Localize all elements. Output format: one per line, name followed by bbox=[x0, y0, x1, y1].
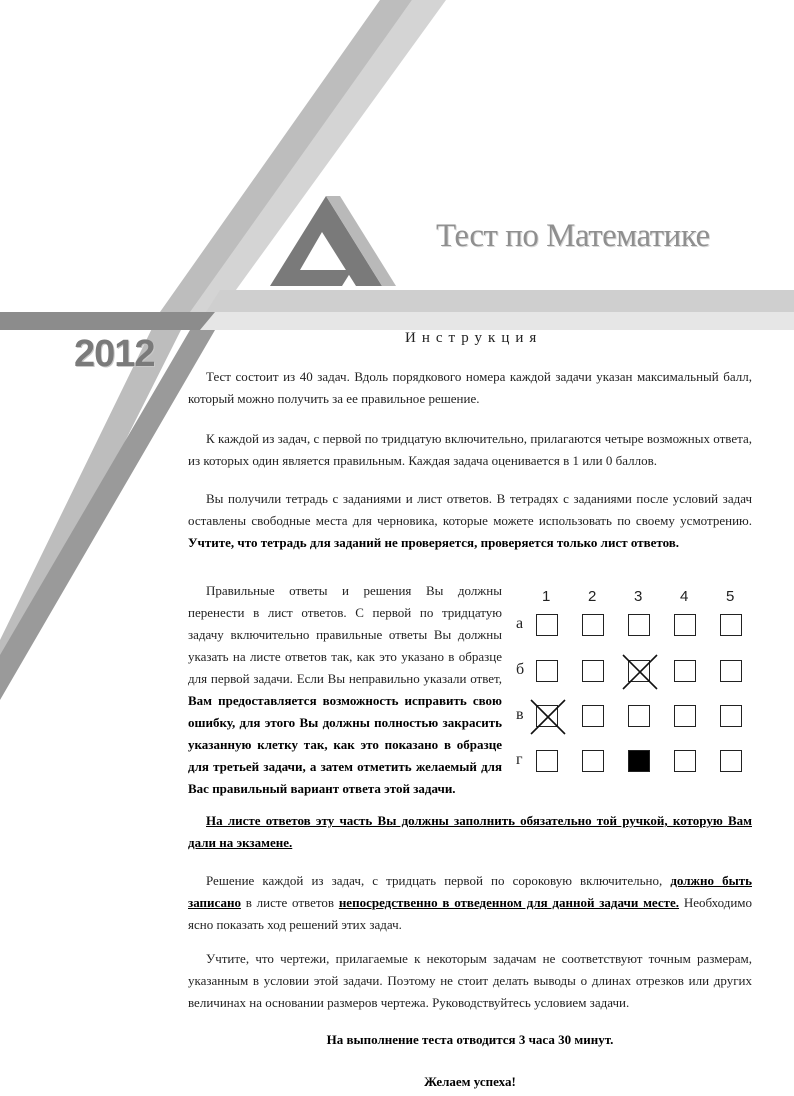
cell-crossed[interactable] bbox=[536, 705, 558, 727]
answer-cell[interactable] bbox=[582, 750, 604, 772]
paragraph-7 bbox=[188, 948, 752, 1014]
paragraph-5 bbox=[188, 810, 752, 854]
answer-cell[interactable] bbox=[536, 614, 558, 636]
answer-cell[interactable] bbox=[720, 750, 742, 772]
paragraph-6-text-b: в листе ответов bbox=[245, 895, 335, 910]
answer-sample-grid bbox=[510, 584, 760, 784]
cross-mark-icon bbox=[621, 653, 659, 691]
time-notice: На выполнение теста отводится 3 часа 30 минут. bbox=[326, 1032, 614, 1047]
grid-column-label: 4 bbox=[680, 588, 689, 605]
good-luck-text: Желаем успеха! bbox=[424, 1074, 516, 1089]
grid-column-label: 5 bbox=[726, 588, 735, 605]
answer-cell[interactable] bbox=[720, 614, 742, 636]
answer-cell[interactable] bbox=[582, 705, 604, 727]
grid-column-label: 2 bbox=[588, 588, 597, 605]
paragraph-6-text-a: Решение каждой из задач, с тридцать первой по сороковую включительно, bbox=[206, 873, 663, 888]
paragraph-2 bbox=[188, 428, 752, 472]
paragraph-4 bbox=[188, 580, 502, 800]
paragraph-6-underlined-1: должно быть записано bbox=[188, 873, 752, 910]
answer-cell[interactable] bbox=[536, 750, 558, 772]
answer-cell[interactable] bbox=[720, 705, 742, 727]
cell-crossed[interactable] bbox=[628, 660, 650, 682]
answer-cell[interactable] bbox=[674, 705, 696, 727]
grid-row-label: б bbox=[516, 661, 525, 678]
paragraph-1-text: Тест состоит из 40 задач. Вдоль порядкового номера каждой задачи указан максимальный балл, который можно получить за ее правильное решение. bbox=[188, 369, 752, 406]
paragraph-6-text-c: Необходимо ясно показать ход решений этих задач. bbox=[188, 895, 753, 932]
page-title: Тест по Математике bbox=[436, 218, 710, 254]
answer-cell[interactable] bbox=[582, 614, 604, 636]
answer-cell[interactable] bbox=[628, 614, 650, 636]
paragraph-6 bbox=[188, 870, 752, 936]
paragraph-3-bold: Учтите, что тетрадь для заданий не проверяется, проверяется только лист ответов. bbox=[188, 535, 680, 550]
paragraph-5-underlined: На листе ответов эту часть Вы должны заполнить обязательно той ручкой, которую Вам дали на экзамене. bbox=[188, 813, 752, 850]
paragraph-7-text: Учтите, что чертежи, прилагаемые к некоторым задачам не соответствуют точным размерам, указанным в условии этой задачи. Поэтому не стоит делать выводы о длинах отрезков или других величинах на основании размеров чертежа. Руководствуйтесь условием задачи. bbox=[188, 951, 752, 1010]
grid-row-label: а bbox=[516, 615, 524, 632]
cell-filled[interactable] bbox=[628, 750, 650, 772]
paragraph-3-text: Вы получили тетрадь с заданиями и лист ответов. В тетрадях с заданиями после условий задач оставлены свободные места для черновика, которые можете использовать по своему усмотрению. bbox=[188, 491, 752, 528]
answer-cell[interactable] bbox=[536, 660, 558, 682]
paragraph-6-underlined-2: непосредственно в отведенном для данной задачи месте. bbox=[338, 895, 680, 910]
grid-row-label: в bbox=[516, 706, 524, 723]
grid-row-label: г bbox=[516, 751, 523, 768]
paragraph-1 bbox=[188, 366, 752, 410]
grid-column-label: 3 bbox=[634, 588, 643, 605]
paragraph-4-text: Правильные ответы и решения Вы должны перенести в лист ответов. С первой по тридцатую задачу включительно правильные ответы Вы должны указать на листе ответов так, как это указано в образце для первой задачи. Если Вы неправильно указали ответ, bbox=[188, 583, 502, 686]
instruction-heading: Инструкция bbox=[405, 330, 543, 346]
grid-column-label: 1 bbox=[542, 588, 551, 605]
answer-cell[interactable] bbox=[674, 614, 696, 636]
cross-mark-icon bbox=[529, 698, 567, 736]
answer-cell[interactable] bbox=[674, 750, 696, 772]
answer-cell[interactable] bbox=[720, 660, 742, 682]
answer-cell[interactable] bbox=[674, 660, 696, 682]
answer-cell[interactable] bbox=[628, 705, 650, 727]
paragraph-3 bbox=[188, 488, 752, 554]
paragraph-4-bold: Вам предоставляется возможность исправить свою ошибку, для этого Вы должны полностью закрасить указанную клетку так, как это показано в образце для третьей задачи, а затем отметить желаемый для Вас правильный вариант ответа этой задачи. bbox=[188, 693, 502, 796]
paragraph-2-text: К каждой из задач, с первой по тридцатую включительно, прилагаются четыре возможных ответа, из которых один является правильным. Каждая задача оценивается в 1 или 0 баллов. bbox=[188, 431, 752, 468]
answer-cell[interactable] bbox=[582, 660, 604, 682]
year-badge: 2012 bbox=[74, 333, 155, 375]
